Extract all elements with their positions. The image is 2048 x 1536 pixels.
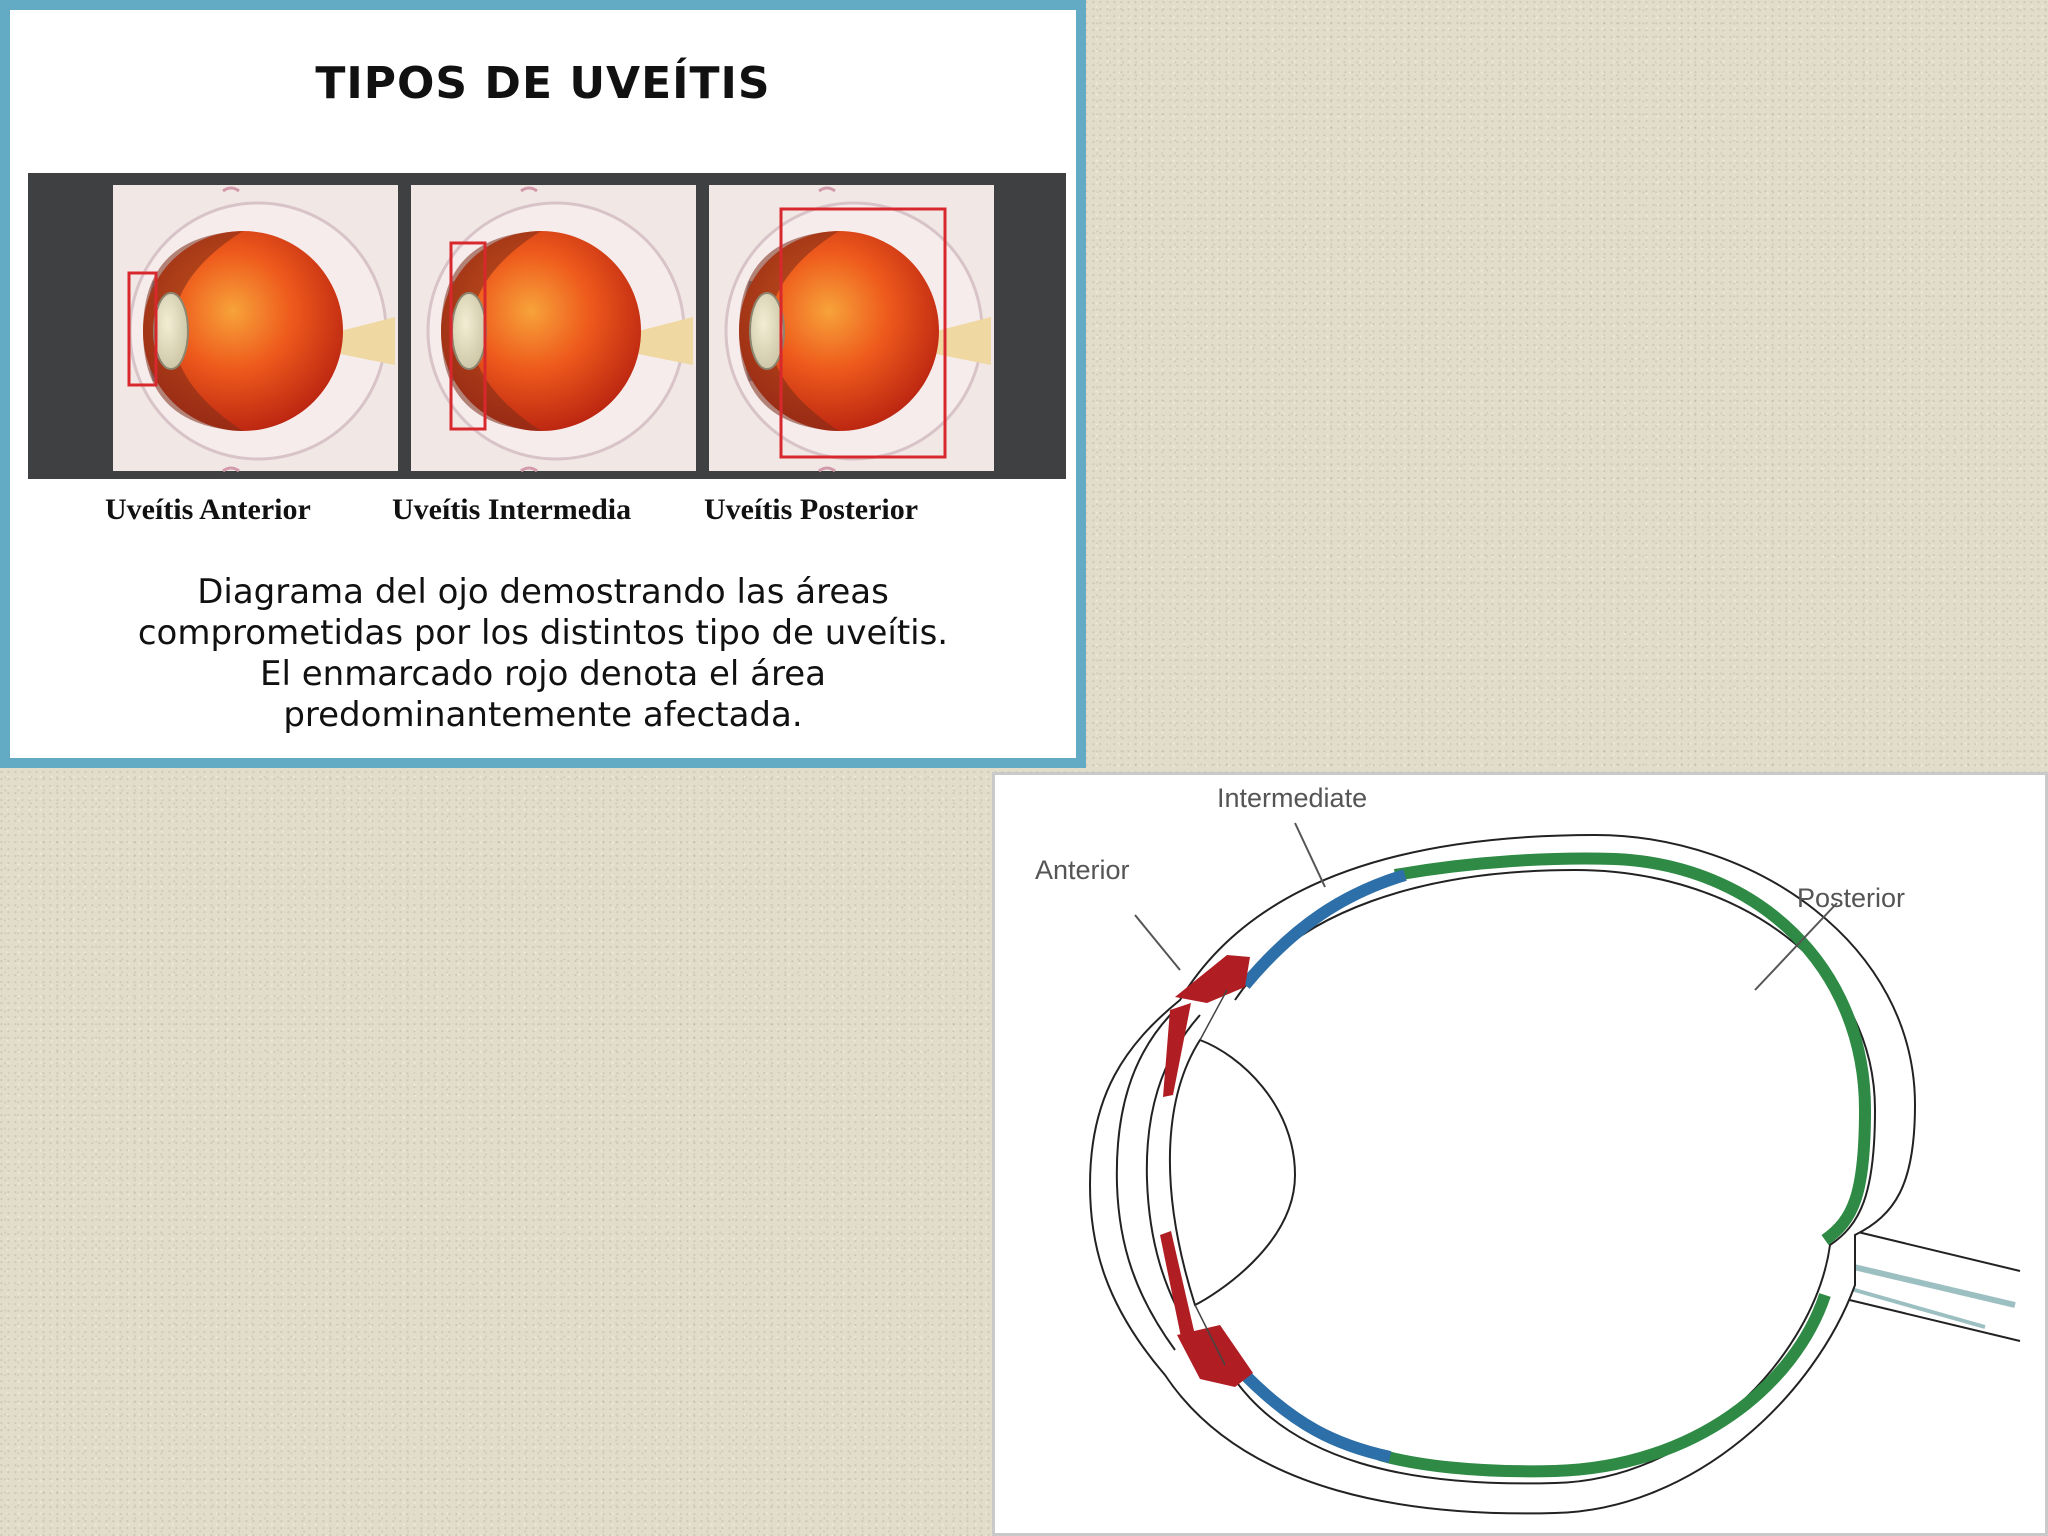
intermediate-leader-line <box>1295 823 1325 887</box>
label-posterior: Posterior <box>1797 883 1906 913</box>
label-anterior: Anterior <box>1035 855 1130 885</box>
caption-line: comprometidas por los distintos tipo de uveítis. <box>137 613 949 653</box>
eye-illustration-anterior <box>113 185 398 471</box>
caption-line: El enmarcado rojo denota el área <box>259 654 826 694</box>
uveitis-types-panel <box>0 0 1086 768</box>
caption-line: predominantemente afectada. <box>283 695 803 735</box>
eye-illustrations <box>28 173 1066 479</box>
label-posterior-uveitis: Uveítis Posterior <box>704 493 919 526</box>
label-anterior-uveitis: Uveítis Anterior <box>105 493 311 526</box>
optic-nerve <box>1837 1263 2015 1305</box>
label-intermediate: Intermediate <box>1217 783 1368 813</box>
eye-cross-section-panel <box>992 772 2048 1536</box>
eye-illustration-posterior <box>709 185 994 471</box>
eye-illustrations-strip <box>28 173 1066 479</box>
diagram-caption <box>30 572 1056 736</box>
panel-title: TIPOS DE UVEÍTIS <box>315 58 771 109</box>
anterior-leader-line <box>1135 915 1180 970</box>
eye-illustration-intermediate <box>411 185 696 471</box>
caption-line: Diagrama del ojo demostrando las áreas <box>197 572 889 612</box>
label-intermediate-uveitis: Uveítis Intermedia <box>392 493 632 526</box>
